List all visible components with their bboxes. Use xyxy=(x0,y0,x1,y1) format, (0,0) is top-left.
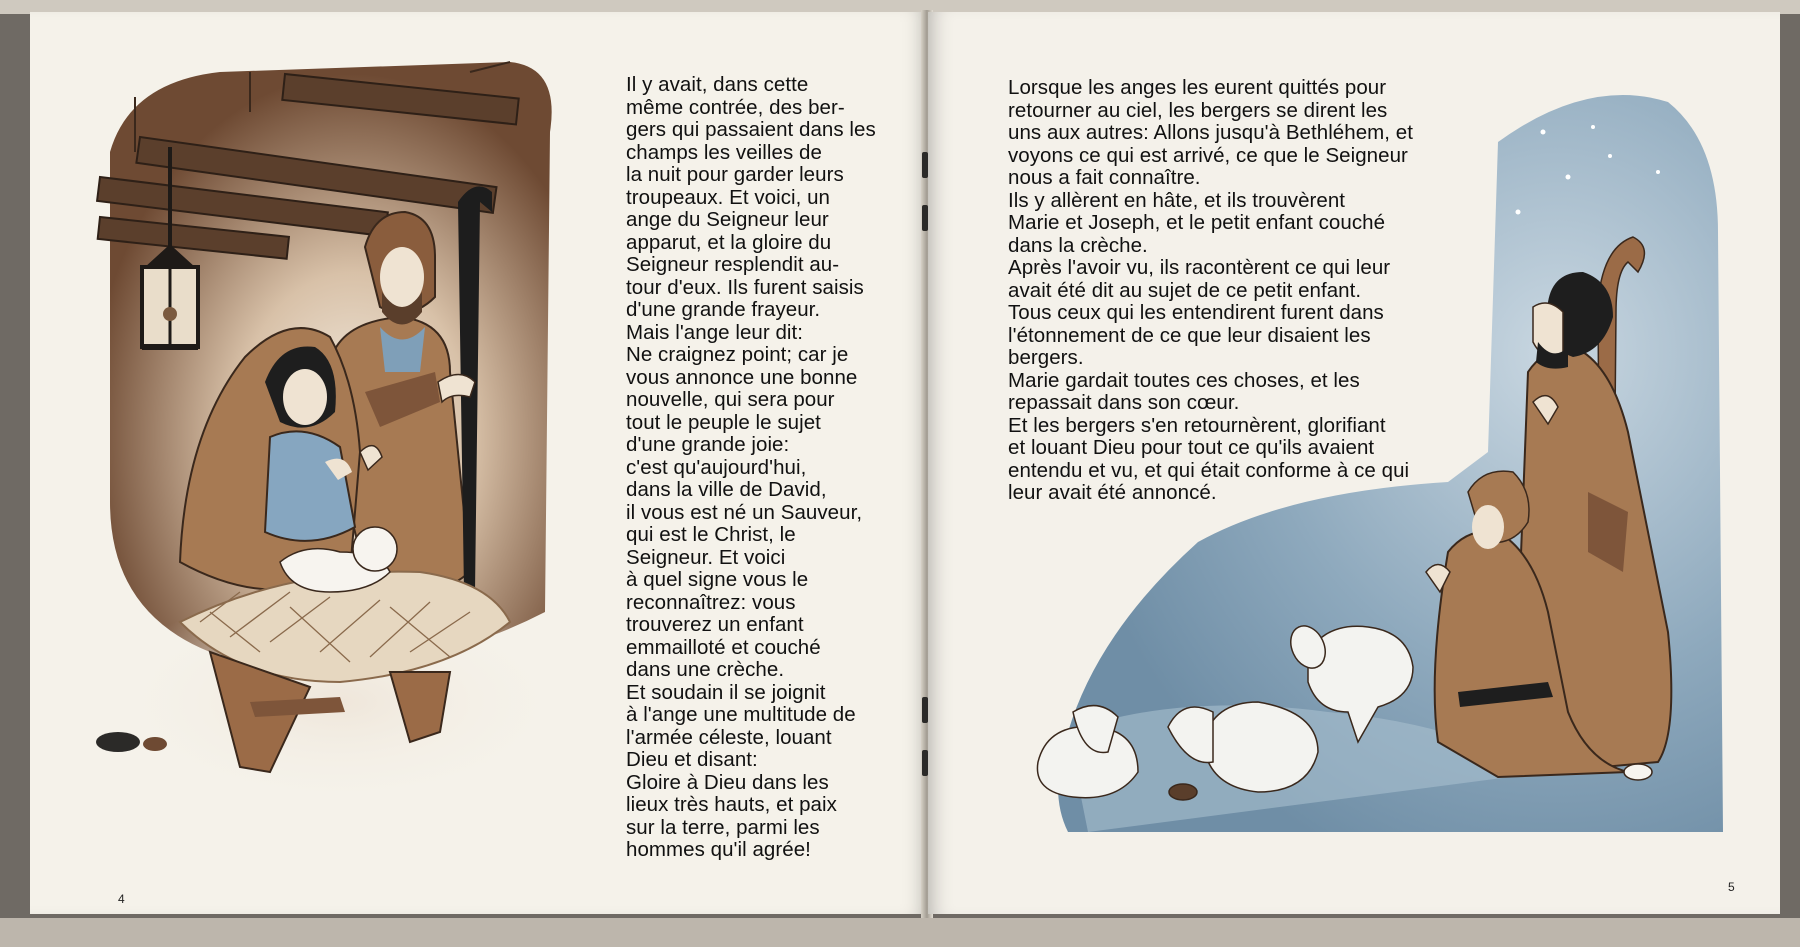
page-number-right: 5 xyxy=(1728,880,1735,894)
right-page-text: Lorsque les anges les eurent quittés pour retourner au ciel, les bergers se dirent les uns aux autres: Allons jusqu'à Bethléhem, et voyons ce qui est arrivé, ce que le Seigneur nous a fait connaître. Ils y allèrent en hâte, et ils trouvèrent Marie et Joseph, et le petit enfant couché dans la crèche. Après l'avoir vu, ils racontèrent ce qui leur avait été dit au sujet de ce petit enfant. Tous ceux qui les entendirent furent dans l'étonnement de ce que leur disaient les bergers. Marie gardait toutes ces choses, et les repassait dans son cœur. Et les bergers s'en retournèrent, glorifiant et louant Dieu pour tout ce qu'ils avaient entendu et vu, et qui était conforme à ce qui leur avait été annoncé. xyxy=(1008,76,1413,504)
right-page xyxy=(928,12,1780,914)
shepherds-illustration xyxy=(1028,72,1773,882)
page-number-left: 4 xyxy=(118,892,125,906)
book-cover-bottom-edge xyxy=(0,918,1800,947)
left-page xyxy=(30,12,928,914)
nativity-illustration xyxy=(90,52,600,882)
left-page-text: Il y avait, dans cette même contrée, des ber- gers qui passaient dans les champs les veilles de la nuit pour garder leurs troupeaux. Et voici, un ange du Seigneur leur apparut, et la gloire du Seigneur resplendit au- tour d'eux. Ils furent saisis d'une grande frayeur. Mais l'ange leur dit: Ne craignez point; car je vous annonce une bonne nouvelle, qui sera pour tout le peuple le sujet d'une grande joie: c'est qu'aujourd'hui, dans la ville de David, il vous est né un Sauveur, qui est le Christ, le Seigneur. Et voici à quel signe vous le reconnaîtrez: vous trouverez un enfant emmailloté et couché dans une crèche. Et soudain il se joignit à l'ange une multitude de l'armée céleste, louant Dieu et disant: Gloire à Dieu dans les lieux très hauts, et paix sur la terre, parmi les hommes qu'il agrée! xyxy=(626,73,876,861)
